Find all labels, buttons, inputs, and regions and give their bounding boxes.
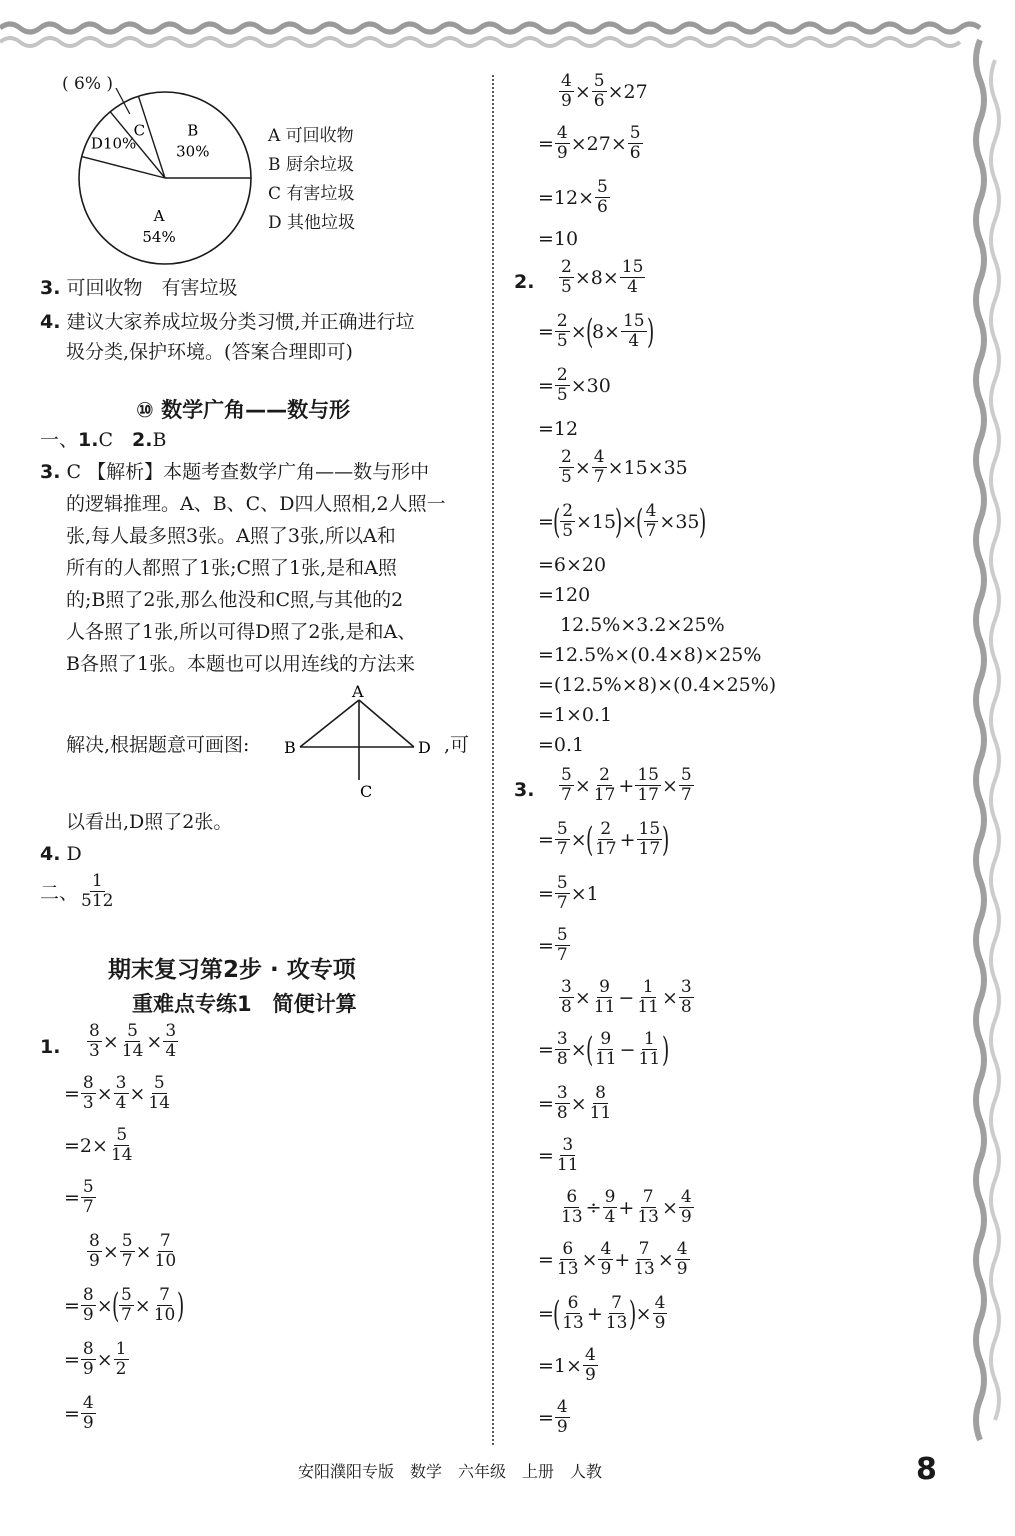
answer-4 <box>40 310 415 334</box>
math-expression: = $\frac{5}{7}$ ×1 <box>538 873 599 913</box>
legend-item: A 可回收物 <box>268 126 354 146</box>
math-expression: = $\frac{4}{9}$ <box>538 1397 568 1437</box>
review-title: 期末复习第2步 · 攻专项 <box>108 957 356 983</box>
pie-top-answer: ( 6% ) <box>62 74 114 94</box>
pie-legend <box>268 122 355 238</box>
part-prefix: 二、 <box>40 882 79 904</box>
answer-text: 可回收物 有害垃圾 <box>66 277 238 299</box>
math-expression: =2× $\frac{5}{14}$ <box>64 1125 133 1165</box>
legend-item: D 其他垃圾 <box>268 213 356 233</box>
pie-label-a: A <box>153 206 165 225</box>
pie-chart <box>75 88 255 268</box>
math-expression: =120 <box>538 584 591 606</box>
pie-value-a: 54% <box>142 227 176 246</box>
question-number: 4. <box>40 843 61 865</box>
question-number: 2. <box>132 429 153 451</box>
math-expression: $\frac{5}{7}$ × $\frac{2}{17}$ + $\frac{15}{17}$ × $\frac{5}{7}$ <box>561 765 692 805</box>
pie-label-c: C <box>133 121 146 140</box>
question-number: 3. <box>40 277 61 299</box>
math-expression: = $\frac{5}{7}$ × ( $\frac{2}{17}$ + $\frac{15}{17}$ ) <box>538 819 670 860</box>
footer-text: 安阳濮阳专版 数学 六年级 上册 人教 <box>298 1462 603 1481</box>
explanation-line: 的逻辑推理。A、B、C、D四人照相,2人照一 <box>66 493 446 515</box>
pie-label-d: D10% <box>90 134 137 153</box>
math-expression: = ( $\frac{6}{13}$ + $\frac{7}{13}$ ) × $\frac{4}{9}$ <box>538 1293 666 1334</box>
math-expression: $\frac{6}{13}$ ÷ $\frac{9}{4}$ + $\frac{7}{13}$ × $\frac{4}{9}$ <box>561 1187 692 1227</box>
math-expression: =6×20 <box>538 554 607 576</box>
numerator: 1 <box>91 871 103 891</box>
pie-slice-d <box>82 157 165 178</box>
page-number: 8 <box>916 1452 937 1487</box>
math-expression: $\frac{8}{9}$ × $\frac{5}{7}$ × $\frac{7}{10}$ <box>89 1231 177 1271</box>
question-number: 1. <box>40 1036 61 1058</box>
explanation-line: ,可 <box>444 734 470 756</box>
answer: D <box>66 843 82 865</box>
answer-text: 建议大家养成垃圾分类习惯,并正确进行垃 <box>66 311 415 333</box>
point-b: B <box>284 738 296 757</box>
math-expression: = $\frac{2}{5}$ × ( 8× $\frac{15}{4}$ ) <box>538 311 654 352</box>
line-a-d <box>359 700 414 747</box>
question-number: 3. <box>514 779 535 801</box>
decorative-border-top <box>0 0 1015 60</box>
answer-4-cont: 圾分类,保护环境。(答案合理即可) <box>66 341 353 363</box>
math-expression: = $\frac{8}{9}$ × ( $\frac{5}{7}$ × $\frac{7}{10}$ ) <box>64 1285 185 1326</box>
section-title-10 <box>136 394 350 424</box>
section-title: 数学广角——数与形 <box>161 398 351 422</box>
answer: B <box>152 429 167 451</box>
math-expression: 12.5%×3.2×25% <box>560 614 725 636</box>
math-expression: = $\frac{3}{11}$ <box>538 1135 579 1175</box>
math-expression: $\frac{3}{8}$ × $\frac{9}{11}$ − $\frac{1}{11}$ × $\frac{3}{8}$ <box>561 977 692 1017</box>
part-2-answer <box>40 872 116 911</box>
math-expression: =12× $\frac{5}{6}$ <box>538 177 608 217</box>
section-badge: ⑩ <box>136 398 154 422</box>
explanation-line: 人各照了1张,所以可得D照了2张,是和A、 <box>66 621 417 643</box>
answer-4b <box>40 842 82 866</box>
math-expression: = $\frac{3}{8}$ × $\frac{8}{11}$ <box>538 1083 612 1123</box>
math-expression: =12.5%×(0.4×8)×25% <box>538 644 762 666</box>
math-expression: = $\frac{5}{7}$ <box>64 1177 94 1217</box>
question-number: 4. <box>40 311 61 333</box>
math-expression: = $\frac{8}{3}$ × $\frac{3}{4}$ × $\frac{5}{14}$ <box>64 1073 171 1113</box>
math-expression: = ( $\frac{2}{5}$ ×15 ) × ( $\frac{4}{7}$ ×35 ) <box>538 501 706 542</box>
math-expression: = $\frac{4}{9}$ ×27× $\frac{5}{6}$ <box>538 123 641 163</box>
explanation-line: 的;B照了2张,那么他没和C照,与其他的2 <box>66 589 404 611</box>
math-expression: =(12.5%×8)×(0.4×25%) <box>538 674 777 696</box>
math-expression: = $\frac{6}{13}$ × $\frac{4}{9}$ + $\frac{7}{13}$ × $\frac{4}{9}$ <box>538 1239 688 1279</box>
answer: C <box>98 429 114 451</box>
explanation-text: C 【解析】本题考查数学广角——数与形中 <box>66 461 430 483</box>
math-expression: = $\frac{8}{9}$ × $\frac{1}{2}$ <box>64 1339 127 1379</box>
math-expression: $\frac{2}{5}$ × $\frac{4}{7}$ ×15×35 <box>561 447 688 487</box>
column-divider <box>492 75 494 1445</box>
math-expression: = $\frac{2}{5}$ ×30 <box>538 365 611 405</box>
question-number: 2. <box>514 271 535 293</box>
explanation-line: 所有的人都照了1张;C照了1张,是和A照 <box>66 557 397 579</box>
connection-diagram <box>282 680 442 802</box>
math-expression: $\frac{8}{3}$ × $\frac{5}{14}$ × $\frac{3}{4}$ <box>89 1021 177 1061</box>
part-prefix: 一、 <box>40 429 79 451</box>
point-c: C <box>360 782 373 801</box>
explanation-line: 以看出,D照了2张。 <box>66 811 233 833</box>
answer-3 <box>40 276 238 300</box>
explanation-line: B各照了1张。本题也可以用连线的方法来 <box>66 653 416 675</box>
pie-value-b: 30% <box>176 142 210 161</box>
explanation-line: 解决,根据题意可画图: <box>66 734 250 756</box>
math-expression: = $\frac{3}{8}$ × ( $\frac{9}{11}$ − $\frac{1}{11}$ ) <box>538 1029 670 1070</box>
part-1-answers <box>40 428 166 452</box>
math-expression: =0.1 <box>538 734 585 756</box>
legend-item: B 厨余垃圾 <box>268 155 354 175</box>
math-expression: =12 <box>538 418 579 440</box>
math-expression: =1×0.1 <box>538 704 613 726</box>
explanation-line: 张,每人最多照3张。A照了3张,所以A和 <box>66 525 396 547</box>
line-a-b <box>300 700 359 747</box>
math-expression: = $\frac{5}{7}$ <box>538 925 568 965</box>
question-number: 1. <box>78 429 99 451</box>
math-expression: =10 <box>538 228 579 250</box>
review-subtitle: 重难点专练1 简便计算 <box>132 992 357 1016</box>
denominator: 512 <box>81 891 114 911</box>
math-expression: $\frac{2}{5}$ ×8× $\frac{15}{4}$ <box>561 257 644 297</box>
question-number: 3. <box>40 461 61 483</box>
explanation-line <box>40 460 429 484</box>
point-a: A <box>352 682 364 701</box>
decorative-border-right <box>955 0 1015 1536</box>
math-expression: =1× $\frac{4}{9}$ <box>538 1345 596 1385</box>
pie-label-b: B <box>187 121 199 140</box>
point-d: D <box>418 738 431 757</box>
legend-item: C 有害垃圾 <box>268 184 355 204</box>
math-expression: $\frac{4}{9}$ × $\frac{5}{6}$ ×27 <box>561 71 648 111</box>
math-expression: = $\frac{4}{9}$ <box>64 1393 94 1433</box>
